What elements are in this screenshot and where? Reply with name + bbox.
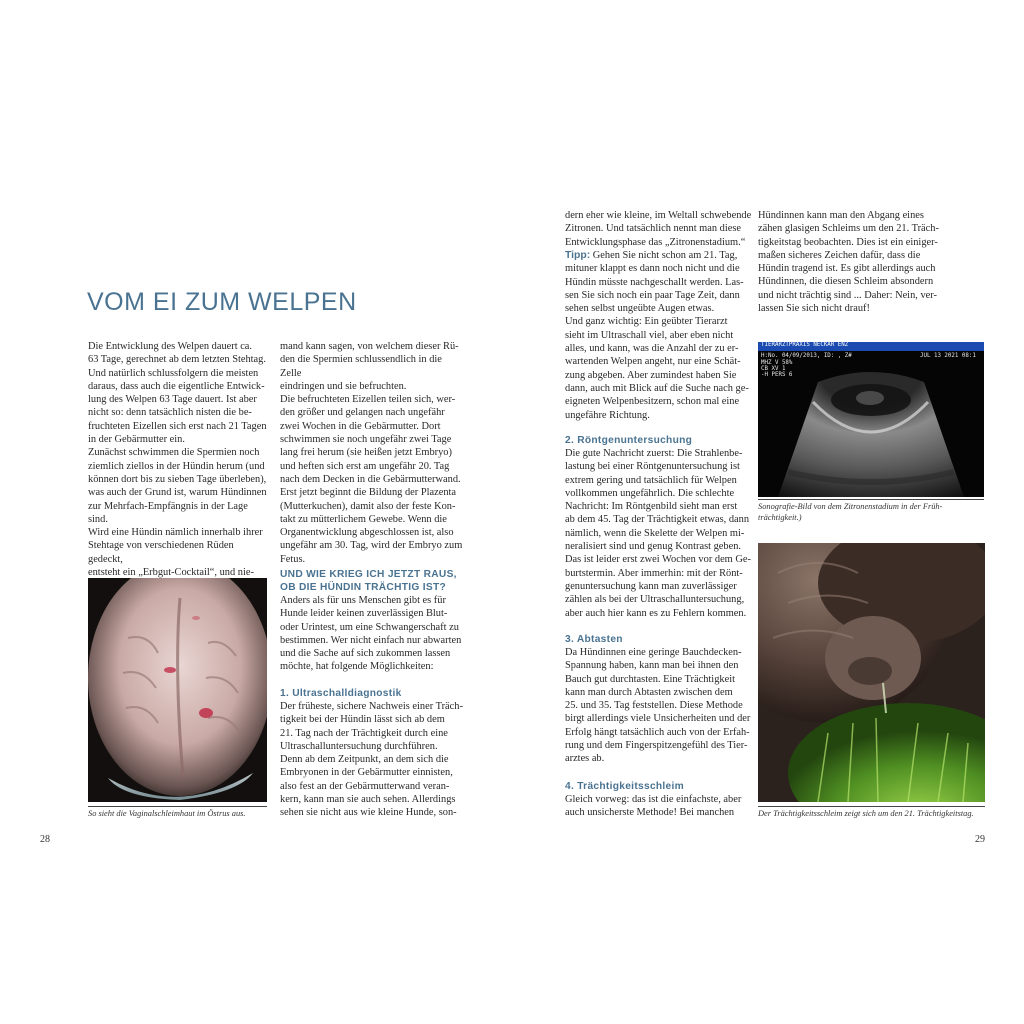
right-column-1-top-text: dern eher wie kleine, im Weltall schwebende Zitronen. Und tatsächlich nennt man diese Entwicklungsphase das „Zitronenstadium.“ [565,210,752,248]
us-info-line-1: H:No. 04/09/2013, ID: , Z# [761,353,852,359]
page-number-left: 28 [40,834,50,845]
tip-text: Gehen Sie nicht schon am 21. Tag, mituner klappt es dann noch nicht und die Hündin müsste nachgeschallt werden. Las- sen Sie sich noch ein paar Tage Zeit, dann sehen selbst ungeübte Augen etwas. Und ganz wichtig: Ein geübter Tierarzt sieht im Ultraschall viel, aber eben nicht alles, und kann, was die Anzahl der zu er- wartenden Welpen angeht, nur eine Schät- zung abgeben. Aber zumindest haben Sie dann, auch mit Blick auf die Suche nach ge- eigneten Welpenbesitzern, schon mal eine ungefähre Richtung. [565,250,749,421]
tip-label: Tipp: [565,250,591,261]
ultrasound-caption: Sonografie-Bild von dem Zitronenstadium in der Früh- trächtigkeit.) [758,502,943,522]
photo-caption-left: So sieht die Vaginalschleimhaut im Östrus aus. [88,809,246,818]
section-4-title: 4. Trächtigkeitsschleim [565,781,685,792]
page-number-right: 29 [975,834,985,845]
left-column-2b-text: Anders als für uns Menschen gibt es für Hunde leider keinen zuverlässigen Blut- oder Urintest, um eine Schwangerschaft zu bestimmen. Wer nicht einfach nur abwarten und die Sache auf sich zukommen lassen möchte, hat folgende Möglichkeiten: [280,595,462,673]
section-3-text: Da Hündinnen eine geringe Bauchdecken- Spannung haben, kann man bei ihnen den Bauch gut durchtasten. Eine Trächtigkeit kann man durch Abtasten zwischen dem 25. und 35. Tag feststellen. Diese Methode birgt allerdings viele Unsicherheiten und der Erfolg hängt tatsächlich auch von der Erfah- rung und dem Fingerspitzengefühl des Tier- arztes ab. [565,647,751,765]
us-info-line-4: -H PERS 6 [761,372,793,378]
section-1-text: Der früheste, sichere Nachweis einer Träch- tigkeit bei der Hündin lässt sich ab dem 21. Tag nach der Trächtigkeit durch eine Ultraschalluntersuchung durchführen. Denn ab dem Zeitpunkt, an dem sich die Embryonen in der Gebärmutter einnisten, also fest an der Gebärmutterwand veran- kern, kann man sie auch sehen. Allerdings sehen sie nicht aus wie kleine Hunde, son- [280,701,463,819]
us-header-text: TIERARZTPRAXIS NECKAR ENZ [761,342,849,348]
dog-photo [758,543,985,802]
caption-rule-dog [758,806,985,807]
page-title: VOM EI ZUM WELPEN [87,288,357,316]
us-info-line-2: MHZ V 58% [761,360,793,366]
us-info-line-3: CB XV 1 [761,366,786,372]
section-2-title: 2. Röntgenuntersuchung [565,435,693,446]
caption-rule-left [88,806,267,807]
vaginal-mucosa-image [88,578,267,802]
dog-with-grass-image [758,543,985,802]
pregnancy-question-heading: UND WIE KRIEG ICH JETZT RAUS, OB DIE HÜNDIN TRÄCHTIG IST? [280,569,457,593]
right-column-2-top-text: Hündinnen kann man den Abgang eines zähen glasigen Schleims um den 21. Träch- tigkeitstag beobachten. Dies ist ein einiger- maßen sicheres Zeichen dafür, dass die Hündin tragend ist. Es gibt allerdings auch Hündinnen, die diesen Schleim absondern und nicht trächtig sind ... Daher: Nein, ver- lassen Sie sich nicht drauf! [758,210,939,315]
left-column-1-text: Die Entwicklung des Welpen dauert ca. 63 Tage, gerechnet ab dem letzten Stehtag. Und natürlich schlussfolgern die meisten daraus, dass auch die eigentliche Entwick- lung des Welpen 63 Tage dauert. Ist aber nicht so: denn tatsächlich nisten die be- fruchteten Eizellen sich erst nach 21 Tagen in der Gebärmutter ein. Zunächst schwimmen die Spermien noch ziemlich ziellos in der Hündin herum (und können dort bis zu sieben Tage überleben), was auch der Grund ist, warum Hündinnen zur Mehrfach-Empfängnis in der Lage sind. Wird eine Hündin nämlich innerhalb ihrer Stehtage von verschiedenen Rüden gedeckt, entsteht ein „Erbgut-Cocktail“, und nie- [88,341,267,579]
vaginal-mucosa-photo [88,578,267,802]
right-page [512,0,1024,1024]
tip-paragraph [565,249,755,422]
section-4-text: Gleich vorweg: das ist die einfachste, aber auch unsicherste Methode! Bei manchen [565,794,742,819]
dog-photo-caption: Der Trächtigkeitsschleim zeigt sich um den 21. Trächtigkeitstag. [758,809,974,818]
ultrasound-image [758,342,984,497]
us-date: JUL 13 2021 08:1 [920,353,976,359]
left-column-2-text: mand kann sagen, von welchem dieser Rü- den die Spermien schlussendlich in die Zelle eindringen und sie befruchten. Die befruchteten Eizellen teilen sich, wer- den größer und gelangen nach ungefähr zwei Wochen in die Gebärmutter. Dort schwimmen sie noch ungefähr zwei Tage lang frei herum (sie heißen jetzt Embryo) und heften sich erst am ungefähr 20. Tag nach dem Decken in die Gebärmutterwand. Erst jetzt beginnt die Bildung der Plazenta (Mutterkuchen), damit also der feste Kon- takt zu mütterlichem Gewebe. Wenn die Organentwicklung abgeschlossen ist, also ungefähr am 30. Tag, wird der Embryo zum Fetus. [280,341,463,565]
caption-rule-ultrasound [758,499,984,500]
section-2-text: Die gute Nachricht zuerst: Die Strahlenbe- lastung bei einer Röntgenuntersuchung ist extrem gering und tatsächlich für Welpen vollkommen ungefährlich. Die schlechte Nachricht: Im Röntgenbild sieht man erst ab dem 45. Tag der Trächtigkeit etwas, dann nämlich, wenn die Skelette der Welpen mi- neralisiert sind und genug Kontrast geben. Das ist leider erst zwei Wochen vor dem Ge- burtstermin. Aber immerhin: mit der Rönt- genuntersuchung kann man zuverlässiger zählen als bei der Ultraschalluntersuchung, aber auch hier kann es zu Fehlern kommen. [565,448,751,619]
section-3-title: 3. Abtasten [565,634,623,645]
section-1-title: 1. Ultraschalldiagnostik [280,688,402,699]
